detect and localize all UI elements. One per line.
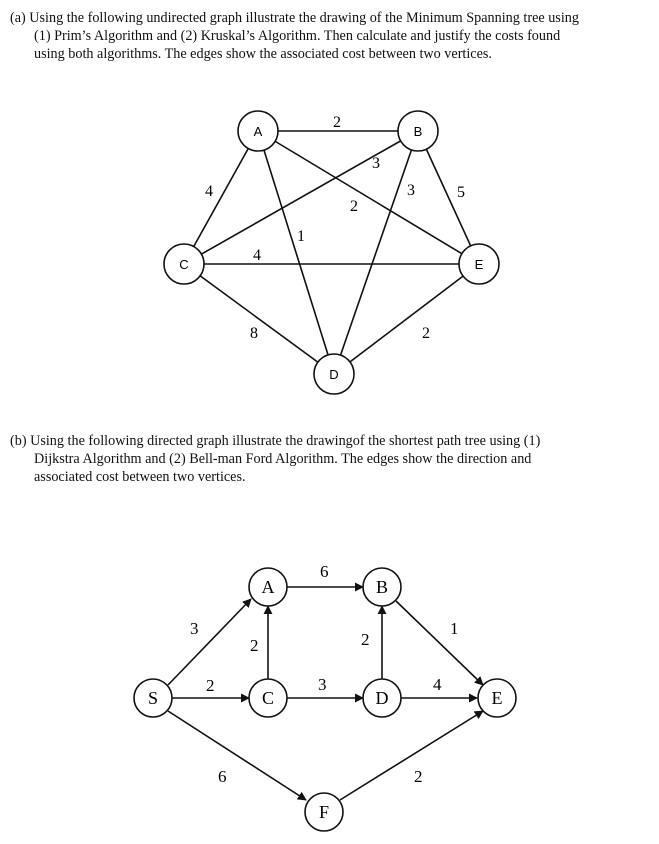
question-a-line-2: (1) Prim’s Algorithm and (2) Kruskal’s Algorithm. Then calculate and justify the costs found <box>34 28 561 44</box>
question-b-line-2: Dijkstra Algorithm and (2) Bell-man Ford Algorithm. The edges show the direction and <box>34 451 532 467</box>
question-b-line-3: associated cost between two vertices. <box>34 469 246 485</box>
node-b-dir <box>363 568 401 606</box>
node-a-dir-label: A <box>261 577 275 597</box>
node-c-dir <box>249 679 287 717</box>
arc-s-a <box>168 599 251 685</box>
node-b-label: B <box>413 124 423 139</box>
weight-c-a: 2 <box>250 636 259 655</box>
edge-d-e <box>334 264 479 374</box>
node-a-label: A <box>253 124 263 139</box>
node-f-label: F <box>318 802 330 822</box>
weight-c-e: 4 <box>253 247 261 264</box>
node-b <box>398 111 438 151</box>
weight-a-d: 1 <box>297 228 305 245</box>
weight-d-b: 2 <box>361 630 370 649</box>
weight-f-e: 2 <box>414 767 423 786</box>
weight-b-e: 5 <box>457 184 465 201</box>
node-d <box>314 354 354 394</box>
node-d-label: D <box>329 367 339 382</box>
node-f <box>305 793 343 831</box>
edge-c-d <box>184 264 334 374</box>
edge-a-d <box>258 131 334 374</box>
weight-d-e-dir: 4 <box>433 675 442 694</box>
node-s-label: S <box>147 688 159 708</box>
weight-d-e: 2 <box>422 325 430 342</box>
edge-a-e <box>258 131 479 264</box>
graph-b <box>134 562 516 831</box>
edge-a-c <box>184 131 258 264</box>
weight-c-d: 8 <box>250 325 258 342</box>
weight-a-b: 2 <box>333 114 341 131</box>
node-d-dir-label: D <box>375 688 389 708</box>
weight-a-c: 4 <box>205 183 213 200</box>
node-c-label: C <box>179 257 189 272</box>
node-e-label: E <box>474 257 484 272</box>
weight-c-d-dir: 3 <box>318 675 327 694</box>
arc-f-e <box>340 711 483 800</box>
arc-b-e <box>396 601 483 685</box>
weight-b-c: 3 <box>372 155 380 172</box>
node-a-dir <box>249 568 287 606</box>
node-e <box>459 244 499 284</box>
weight-s-c: 2 <box>206 676 215 695</box>
node-b-dir-label: B <box>375 577 389 597</box>
weight-s-f: 6 <box>218 767 227 786</box>
question-b-line-1: (b) Using the following directed graph illustrate the drawingof the shortest path tree using (1) <box>10 433 541 449</box>
node-d-dir <box>363 679 401 717</box>
node-a <box>238 111 278 151</box>
question-a-line-1: (a) Using the following undirected graph illustrate the drawing of the Minimum Spanning tree using <box>10 10 579 26</box>
node-s <box>134 679 172 717</box>
graph-a <box>164 111 499 394</box>
weight-a-e: 2 <box>350 198 358 215</box>
node-c-dir-label: C <box>261 688 275 708</box>
node-e-dir-label: E <box>491 688 503 708</box>
edge-b-e <box>418 131 479 264</box>
weight-b-d: 3 <box>407 182 415 199</box>
node-e-dir <box>478 679 516 717</box>
weight-s-a: 3 <box>190 619 199 638</box>
weight-b-e-dir: 1 <box>450 619 459 638</box>
question-a-line-3: using both algorithms. The edges show the associated cost between two vertices. <box>34 46 492 62</box>
weight-a-b-dir: 6 <box>320 562 329 581</box>
node-c <box>164 244 204 284</box>
arc-s-f <box>168 711 306 800</box>
